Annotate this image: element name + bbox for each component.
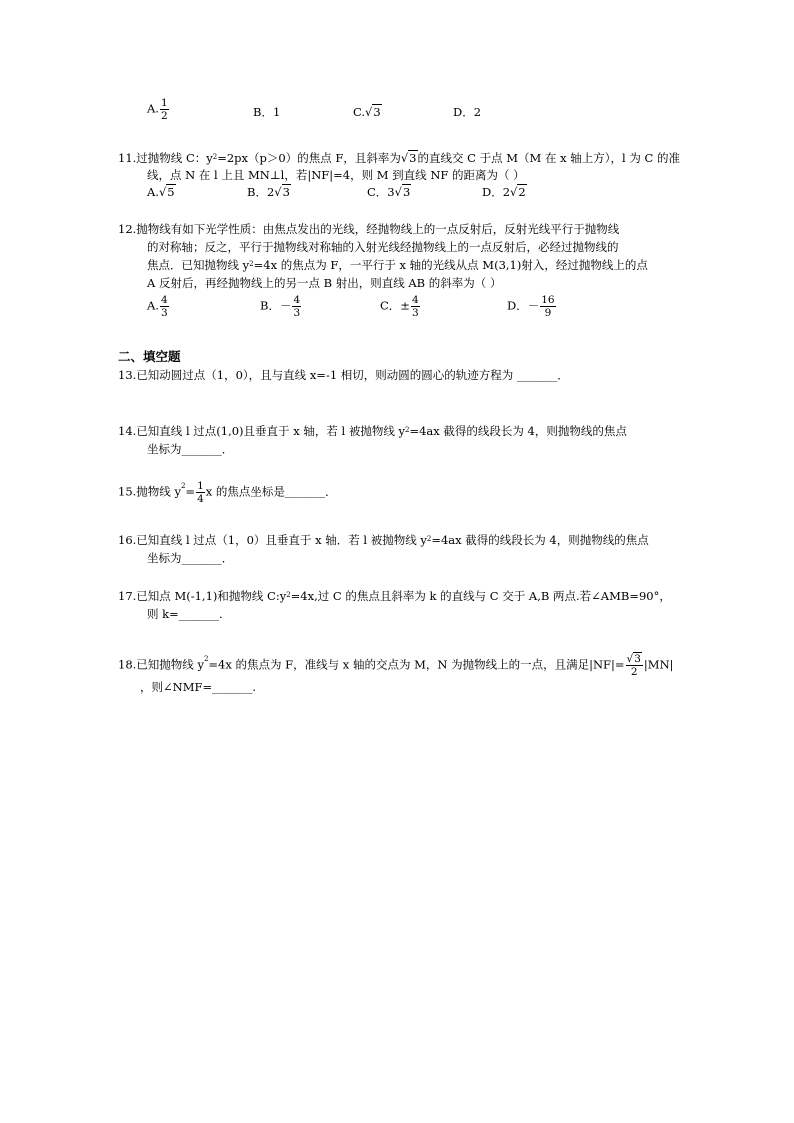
q11-option-b: B．2√3 [247,185,290,199]
q18-line1: 18.已知抛物线 $y^2=4x$ 的焦点为 F，准线与 x 轴的交点为 M，N 为抛物线上的一点，且满足|NF|= $\frac{√3}{2}$ |MN| [118,653,674,678]
q10-option-b: B．1 [253,105,281,119]
q17-line1: 17.已知点 M(-1,1)和抛物线 $C:y^2=4x$,过 C 的焦点且斜率为 k 的直线与 C 交于 A,B 两点.若∠AMB=90°， [118,589,671,603]
q16-line2: 坐标为_______． [147,551,234,565]
q10-option-c: C.√3 [353,105,381,119]
q12-line3: 焦点．已知抛物线 $y^2=4x$ 的焦点为 F，一平行于 x 轴的光线从点 M(3,1)射入，经过抛物线上的点 [147,258,648,272]
q14-line2: 坐标为_______． [147,442,234,456]
q10-option-d: D．2 [453,105,482,119]
q12-line2: 的对称轴；反之，平行于抛物线对称轴的入射光线经抛物线上的一点反射后，必经过抛物线的 [147,240,619,254]
q12-line4: A 反射后，再经抛物线上的另一点 B 射出，则直线 AB 的斜率为（ ） [147,276,502,290]
q12-option-a: A. $\frac{4}{3}$ [147,294,168,319]
q17-line2: 则 k=_______. [147,607,223,621]
q11-option-a: A.√5 [147,185,175,199]
q13: 13.已知动圆过点（1，0），且与直线 x=-1 相切，则动圆的圆心的轨迹方程为 _______． [118,368,569,382]
q12-option-d: D．－ $\frac{16}{9}$ [507,294,555,319]
q11-line1: 11.过抛物线 C：$y^2=2px(p>0)$的焦点 F，且斜率为√3的直线交 C 于点 M（M 在 x 轴上方），l 为 C 的准 [118,151,680,165]
sqrt: √3 [365,105,381,119]
q10-option-a: A. $\frac{1}{2}$ [147,97,168,122]
q12-option-b: B．－ $\frac{4}{3}$ [260,294,301,319]
q12-option-c: C．± $\frac{4}{3}$ [380,294,419,319]
section-title: 二、填空题 [118,349,181,364]
q14-line1: 14.已知直线 l 过点(1,0)且垂直于 x 轴，若 l 被抛物线 $y^2=4ax$ 截得的线段长为 4，则抛物线的焦点 [118,424,627,438]
q16-line1: 16.已知直线 l 过点（1，0）且垂直于 x 轴．若 l 被抛物线 $y^2=4ax$ 截得的线段长为 4，则抛物线的焦点 [118,533,649,547]
q11-option-d: D．2√2 [482,185,526,199]
q18-line2: ，则∠NMF=_______. [140,680,256,694]
fraction: $\frac{1}{2}$ [160,97,168,122]
q12-line1: 12.抛物线有如下光学性质：由焦点发出的光线，经抛物线上的一点反射后，反射光线平行于抛物线 [118,222,620,236]
q11-option-c: C．3√3 [367,185,411,199]
q11-line2: 线，点 N 在 l 上且 MN⊥l，若|NF|=4，则 M 到直线 NF 的距离为（ ） [147,168,525,182]
q15: 15.抛物线 $y^2=$ $\frac{1}{4}$ x 的焦点坐标是_______． [118,480,337,505]
